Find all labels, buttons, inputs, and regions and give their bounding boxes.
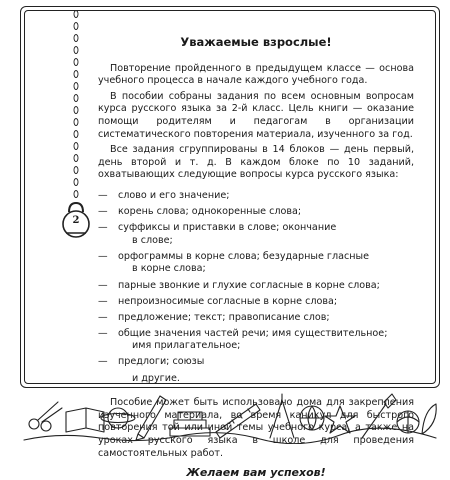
paragraph-intro: Повторение пройденного в предыдущем классе — основа учебного процесса в начале каждого учебного года. [98,62,414,87]
list-item: — орфограммы в корне слова; безударные гласные в корне слова; [98,250,369,275]
topics-list [98,190,414,385]
school-doodles-border [20,382,440,444]
page-title: Уважаемые взрослые! [180,35,332,49]
paragraph-usage: Пособие может быть использовано дома для закрепления изученного материала, во время каникул для быстрого повторения той или иной темы учебного курса, а также на уроках русского языка в школе для проведения самостоятельных работ. [98,397,414,459]
list-item: — общие значения частей речи; имя существительное; имя прилагательное; [98,327,388,352]
list-item: — предлоги; союзы [98,356,205,368]
page-number: 2 [72,215,80,226]
list-item: — суффиксы и приставки в слове; окончание в слове; [98,222,337,246]
list-item: — непроизносимые согласные в корне слова; [98,295,338,307]
paragraph-structure: Все задания сгруппированы в 14 блоков — день первый, день второй и т. д. В каждом блоке по 10 заданий, охватывающих следующие вопросы курса русского языка: [98,144,414,181]
list-item: — корень слова; однокоренные слова; [98,206,302,218]
closing-wish: Желаем вам успехов! [186,466,326,480]
paragraph-purpose: В пособии собраны задания по всем основным вопросам курса русского языка за 2-й класс. Цель книги — оказание помощи родителям и педагогам в организации систематического повторения материала, изученного за год. [98,90,414,140]
list-item: — предложение; текст; правописание слов; [98,311,330,323]
list-item: — слово и его значение; [98,189,230,201]
list-item: и другие. [132,372,180,384]
chain-decoration [73,6,79,204]
list-item: — парные звонкие и глухие согласные в корне слова; [98,279,380,291]
